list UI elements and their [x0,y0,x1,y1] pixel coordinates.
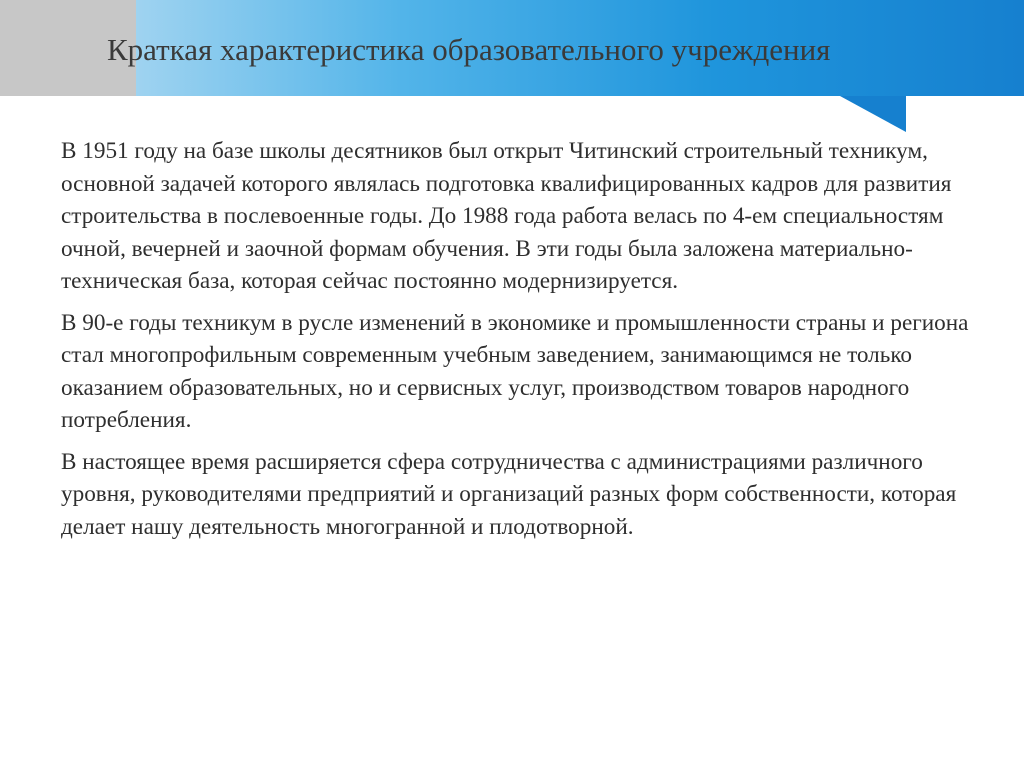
slide-title: Краткая характеристика образовательного учреждения [107,32,831,67]
paragraph-present: В настоящее время расширяется сфера сотрудничества с администрациями различного уровня, руководителями предприятий и организаций разных форм собственности, которая делает нашу деятельность многогранной и плодотворной. [61,448,957,540]
paragraph-nineties: В 90-е годы техникум в русле изменений в экономике и промышленности страны и региона стал многопрофильным современным учебным заведением, занимающимся не только оказанием образовательных, но и сервисных услуг, производством товаров народного потребления. [61,309,969,433]
slide-body [61,135,1001,552]
paragraph-history: В 1951 году на базе школы десятников был открыт Читинский строительный техникум, основной задачей которого являлась подготовка квалифицированных кадров для развития строительства в послевоенные годы. До 1988 года работа велась по 4-ем специальностям очной, вечерней и заочной формам обучения. В эти годы была заложена материально-техническая база, которая сейчас постоянно модернизируется. [61,138,952,294]
